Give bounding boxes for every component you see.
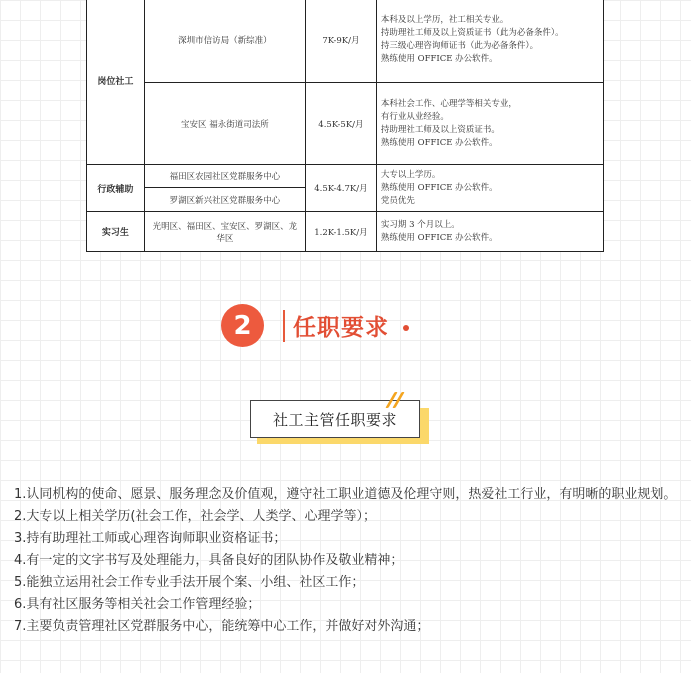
requirement-line: 持助理社工师及以上资质证书。 <box>380 124 500 135</box>
salary-cell: 7K-9K/月 <box>305 0 376 83</box>
requirement-line: 熟练使用 OFFICE 办公软件。 <box>380 53 498 64</box>
requirement-line: 持三级心理咨询师证书（此为必备条件）。 <box>380 40 539 51</box>
salary-cell: 4.5K-5K/月 <box>305 83 376 165</box>
table-row <box>87 165 604 188</box>
list-item: 1.认同机构的使命、愿景、服务理念及价值观，遵守社工职业道德及伦理守则，热爱社工行业，有明晰的职业规划。 <box>14 487 677 502</box>
requirement-line: 有行业从业经验。 <box>380 111 449 122</box>
table-row <box>87 83 604 165</box>
requirement-line: 大专以上学历。 <box>380 169 441 180</box>
double-slash-icon <box>384 392 408 408</box>
list-item: 7.主要负责管理社区党群服务中心，能统筹中心工作，并做好对外沟通； <box>14 619 430 634</box>
requirement-line: 持助理社工师及以上资质证书（此为必备条件）。 <box>380 27 564 38</box>
requirement-line: 实习期 3 个月以上。 <box>380 219 460 230</box>
location-cell: 宝安区 福永街道司法所 <box>144 83 305 165</box>
requirement-line: 熟练使用 OFFICE 办公软件。 <box>380 232 498 243</box>
list-item: 6.具有社区服务等相关社会工作管理经验； <box>14 597 261 612</box>
salary-cell: 4.5K-4.7K/月 <box>305 165 376 212</box>
position-cell: 岗位社工 <box>87 0 145 165</box>
requirements-cell <box>376 165 603 212</box>
requirements-cell <box>376 212 603 252</box>
requirements-cell <box>376 0 603 83</box>
requirement-line: 本科社会工作、心理学等相关专业， <box>380 98 517 109</box>
list-item: 2.大专以上相关学历(社会工作，社会学、人类学、心理学等）； <box>14 509 376 524</box>
section-dot-icon <box>403 325 409 331</box>
location-cell: 福田区农园社区党群服务中心 <box>144 165 305 188</box>
location-cell: 罗湖区新兴社区党群服务中心 <box>144 188 305 212</box>
table-row <box>87 212 604 252</box>
subtitle-text: 社工主管任职要求 <box>272 410 397 429</box>
section-number-badge: 2 <box>221 304 264 347</box>
requirement-line: 本科及以上学历，社工相关专业。 <box>380 14 509 25</box>
list-item: 3.持有助理社工师或心理咨询师职业资格证书； <box>14 531 287 546</box>
requirements-cell <box>376 83 603 165</box>
table-row <box>87 0 604 83</box>
section-title: 任职要求 <box>293 315 389 341</box>
job-table <box>86 0 604 252</box>
location-cell: 光明区、福田区、宝安区、罗湖区、龙华区 <box>144 212 305 252</box>
position-cell: 行政辅助 <box>87 165 145 212</box>
requirements-list <box>14 484 684 638</box>
requirement-line: 熟练使用 OFFICE 办公软件。 <box>380 137 498 148</box>
list-item: 5.能独立运用社会工作专业手法开展个案、小组、社区工作； <box>14 575 365 590</box>
list-item: 4.有一定的文字书写及处理能力，具备良好的团队协作及敬业精神； <box>14 553 404 568</box>
requirement-line: 熟练使用 OFFICE 办公软件。 <box>380 182 498 193</box>
section-divider <box>283 310 285 342</box>
requirement-line: 党员优先 <box>380 195 415 206</box>
location-cell: 深圳市信访局（新综准） <box>144 0 305 83</box>
position-cell: 实习生 <box>87 212 145 252</box>
salary-cell: 1.2K-1.5K/月 <box>305 212 376 252</box>
